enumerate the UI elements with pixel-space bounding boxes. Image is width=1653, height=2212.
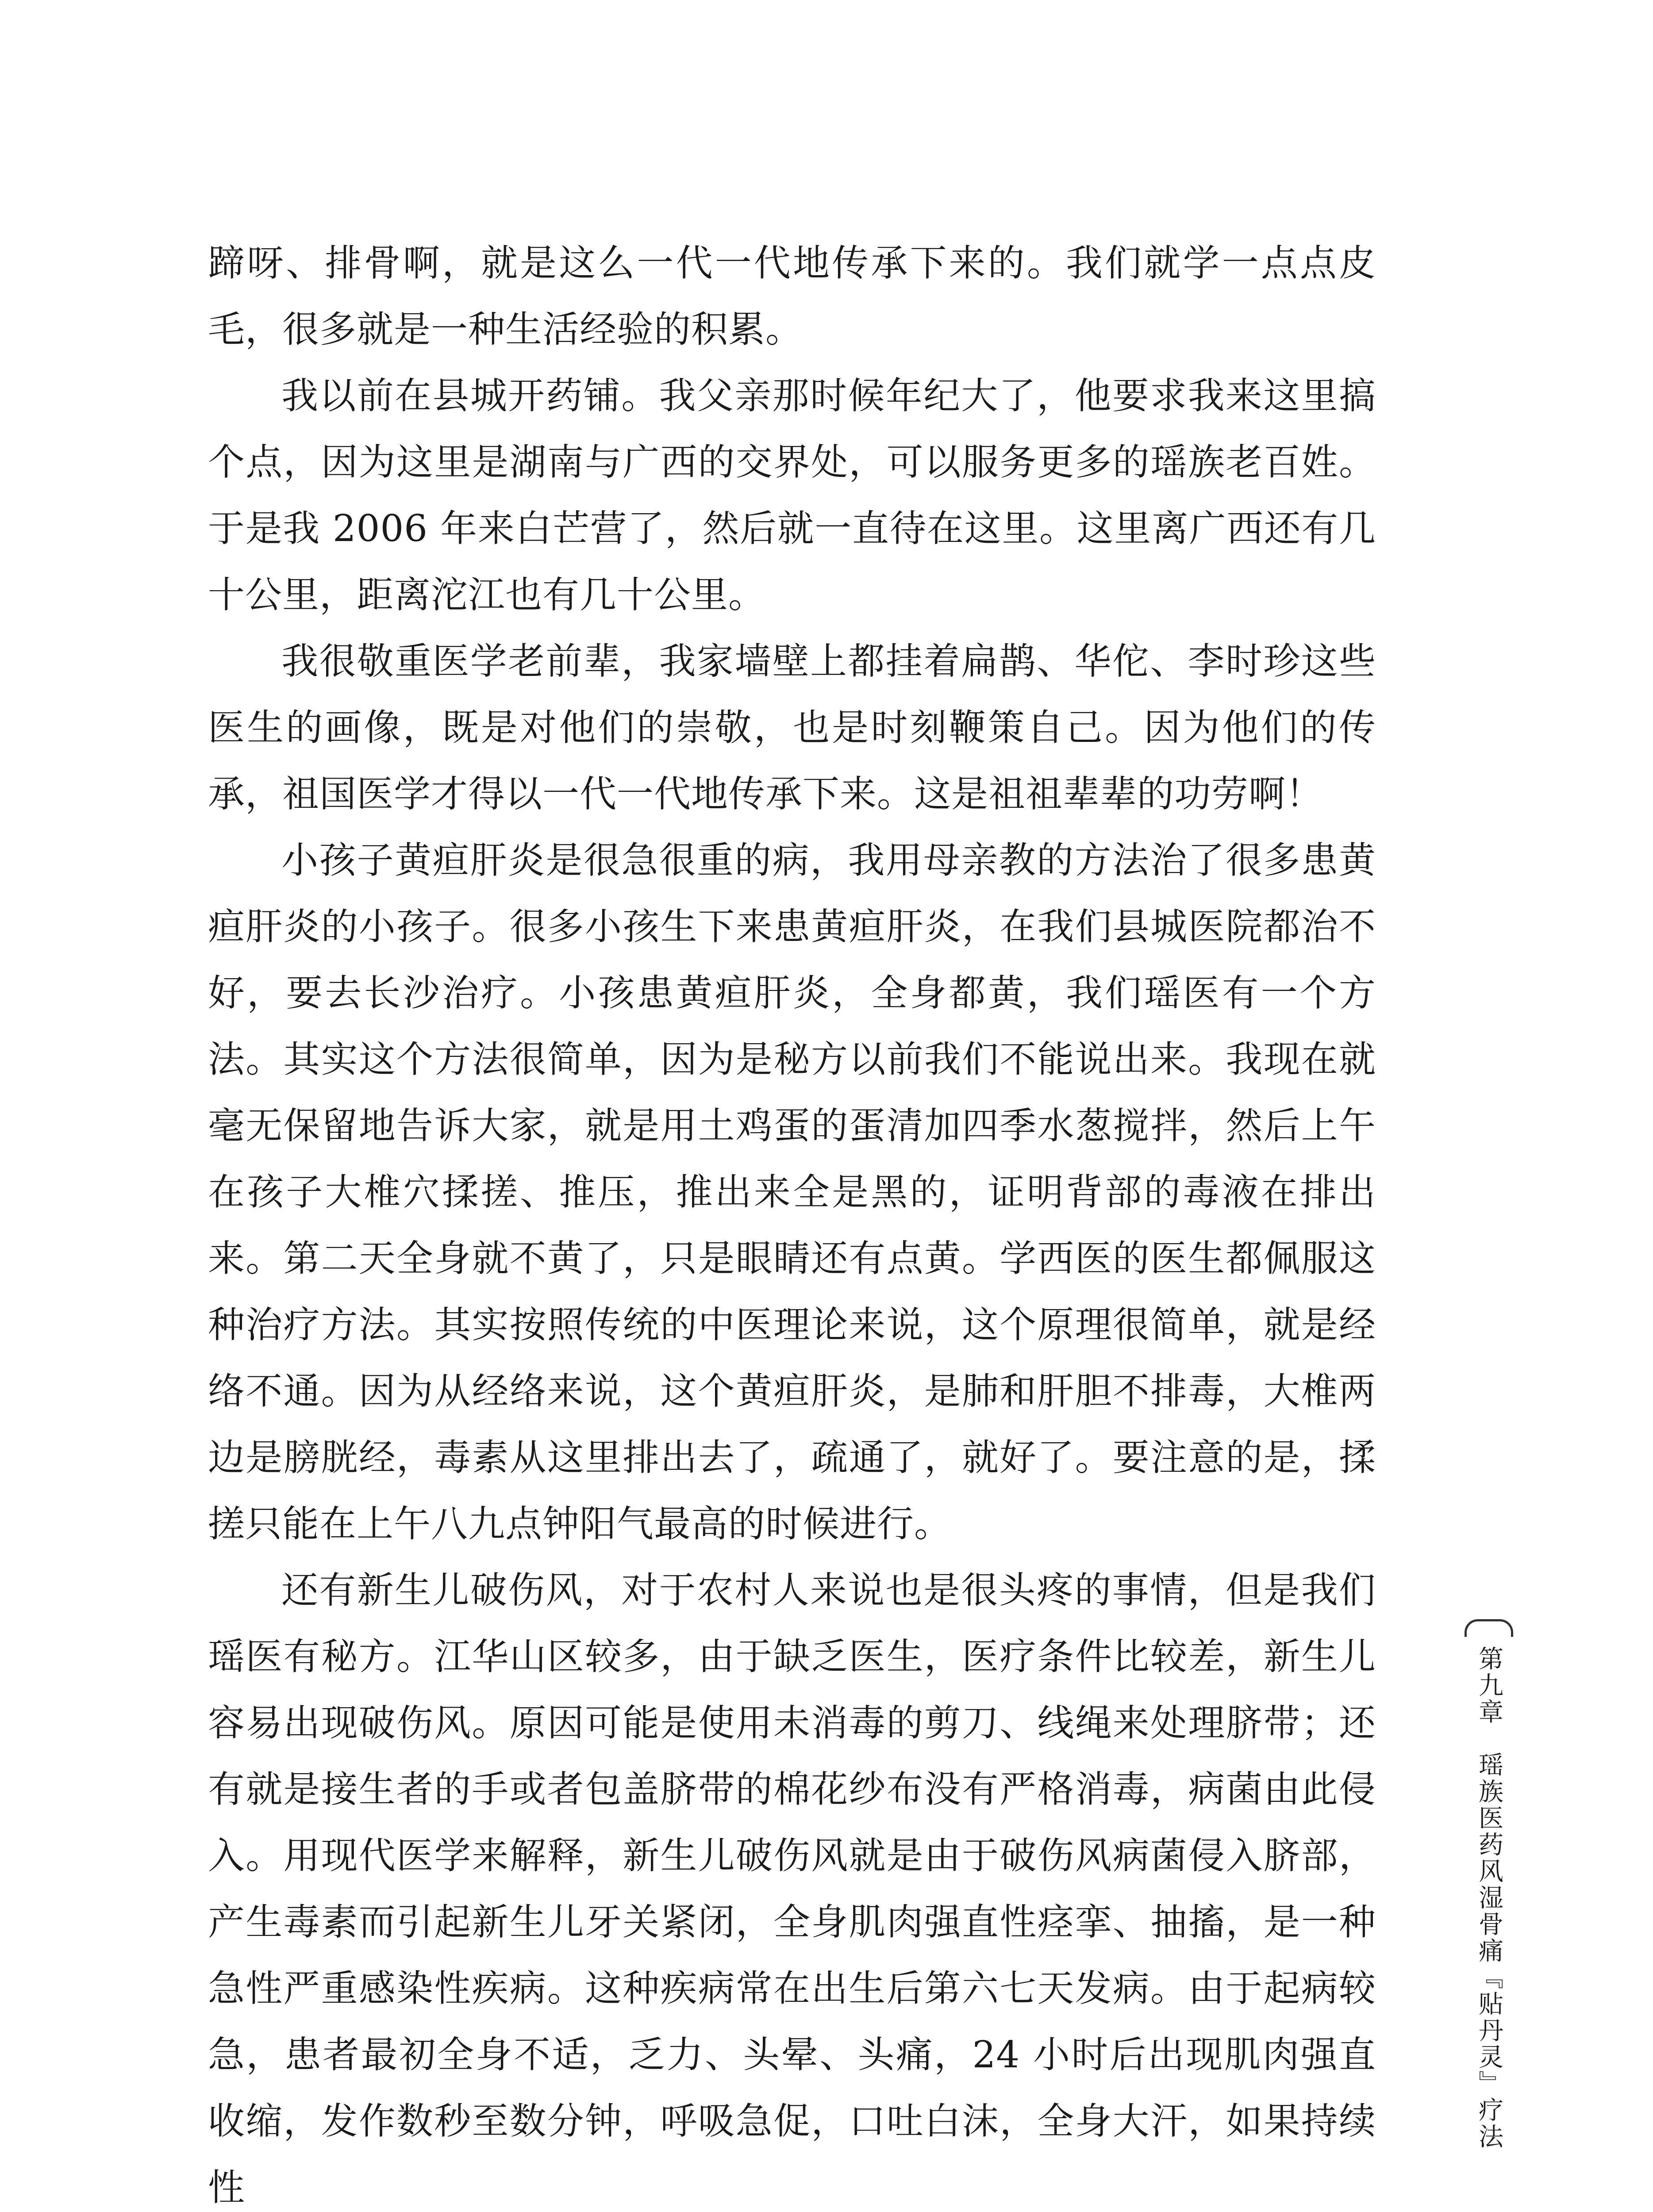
paragraph-3: 我很敬重医学老前辈，我家墙壁上都挂着扁鹊、华佗、李时珍这些医生的画像，既是对他们的崇敬，也是时刻鞭策自己。因为他们的传承，祖国医学才得以一代一代地传承下来。这是祖祖辈辈的功劳啊！ bbox=[208, 640, 1376, 815]
tab-bracket-top bbox=[1465, 1619, 1513, 1637]
paragraph-5: 还有新生儿破伤风，对于农村人来说也是很头疼的事情，但是我们瑶医有秘方。江华山区较多，由于缺乏医生，医疗条件比较差，新生儿容易出现破伤风。原因可能是使用未消毒的剪刀、线绳来处理脐带；还有就是接生者的手或者包盖脐带的棉花纱布没有严格消毒，病菌由此侵入。用现代医学来解释，新生儿破伤风就是由于破伤风病菌侵入脐部，产生毒素而引起新生儿牙关紧闭，全身肌肉强直性痉挛、抽搐，是一种急性严重感染性疾病。这种疾病常在出生后第六七天发病。由于起病较急，患者最初全身不适，乏力、头晕、头痛，24 小时后出现肌肉强直收缩，发作数秒至数分钟，呼吸急促，口吐白沫，全身大汗，如果持续性 bbox=[208, 1569, 1376, 2209]
chapter-label: 第九章 bbox=[1475, 1646, 1503, 1725]
paragraph-2: 我以前在县城开药铺。我父亲那时候年纪大了，他要求我来这里搞个点，因为这里是湖南与广西的交界处，可以服务更多的瑶族老百姓。于是我 2006 年来白芒营了，然后就一直待在这里。这里离广西还有几十公里，距离沱江也有几十公里。 bbox=[208, 374, 1376, 616]
paragraph-4: 小孩子黄疸肝炎是很急很重的病，我用母亲教的方法治了很多患黄疸肝炎的小孩子。很多小孩生下来患黄疸肝炎，在我们县城医院都治不好，要去长沙治疗。小孩患黄疸肝炎，全身都黄，我们瑶医有一个方法。其实这个方法很简单，因为是秘方以前我们不能说出来。我现在就毫无保留地告诉大家，就是用土鸡蛋的蛋清加四季水葱搅拌，然后上午在孩子大椎穴揉搓、推压，推出来全是黑的，证明背部的毒液在排出来。第二天全身就不黄了，只是眼睛还有点黄。学西医的医生都佩服这种治疗方法。其实按照传统的中医理论来说，这个原理很简单，就是经络不通。因为从经络来说，这个黄疸肝炎，是肺和肝胆不排毒，大椎两边是膀胱经，毒素从这里排出去了，疏通了，就好了。要注意的是，揉搓只能在上午八九点钟阳气最高的时候进行。 bbox=[208, 839, 1376, 1545]
body-text bbox=[208, 230, 1376, 2212]
chapter-side-tab bbox=[1460, 1619, 1518, 2212]
chapter-title: 瑶族医药风湿骨痛『贴丹灵』疗法 bbox=[1475, 1752, 1503, 2150]
paragraph-1: 蹄呀、排骨啊，就是这么一代一代地传承下来的。我们就学一点点皮毛，很多就是一种生活经验的积累。 bbox=[208, 242, 1376, 351]
chapter-vertical-text bbox=[1460, 1646, 1518, 2212]
